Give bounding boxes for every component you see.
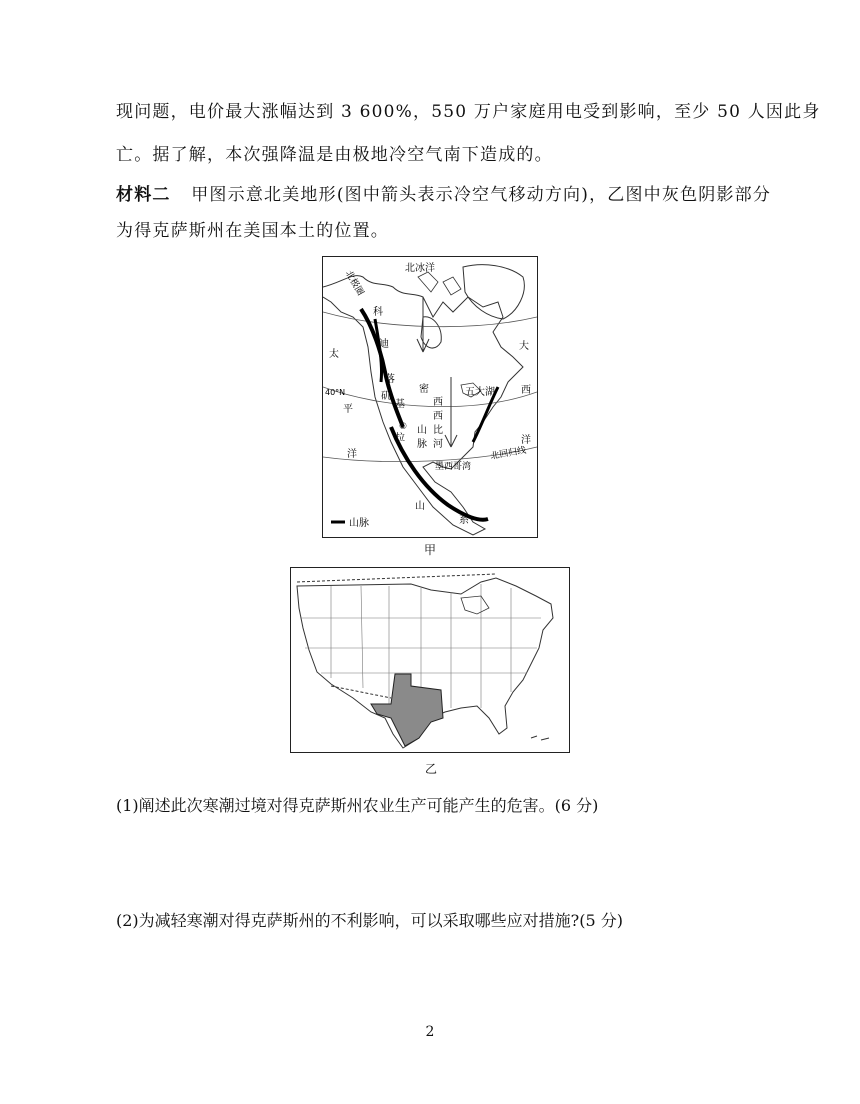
label-rocky-3: 落: [385, 374, 395, 385]
label-arctic-circle: 北极圈: [342, 269, 366, 298]
material2-text-1: 甲图示意北美地形(图中箭头表示冷空气移动方向)，乙图中灰色阴影部分: [191, 185, 772, 205]
canada-border: [297, 574, 496, 582]
label-miss-5: 河: [433, 439, 443, 450]
arctic-circle-line: [323, 312, 537, 327]
map-jia: [322, 256, 538, 538]
label-40n: 40°N: [325, 388, 346, 397]
label-miss-3: 西: [433, 411, 443, 422]
paragraph-line-2: 亡。据了解，本次强降温是由极地冷空气南下造成的。: [116, 145, 553, 165]
greenland-outline: [463, 265, 524, 319]
label-great-lakes: 五大湖: [465, 387, 495, 398]
label-gulf-of-mexico: 墨西哥湾: [435, 462, 472, 472]
texas-shaded: [371, 674, 443, 746]
label-atlantic-3: 洋: [521, 435, 531, 446]
question-1: (1)阐述此次寒潮过境对得克萨斯州农业生产可能产生的危害。(6 分): [116, 796, 599, 815]
label-tropic: 北回归线: [489, 445, 527, 462]
cold-air-arrow-2: [445, 377, 457, 447]
material2-line-2: 为得克萨斯州在美国本土的位置。: [116, 221, 389, 241]
map-yi: [290, 567, 570, 753]
label-pacific-3: 洋: [347, 449, 357, 460]
label-pacific-1: 太: [329, 349, 339, 360]
caption-jia: 甲: [424, 543, 437, 557]
question-2: (2)为减轻寒潮对得克萨斯州的不利影响，可以采取哪些应对措施?(5 分): [116, 911, 623, 930]
label-rocky-1: 科: [373, 307, 383, 318]
latitude-40n-line: [323, 387, 537, 407]
mexico-border: [331, 686, 391, 698]
label-rocky-2: 迪: [379, 339, 389, 350]
label-rocky-7: 脉: [417, 439, 427, 450]
material2-line-1: [116, 180, 771, 205]
arctic-islands: [418, 272, 461, 295]
label-xi: 系: [459, 515, 469, 526]
label-circle-1: ①: [399, 422, 408, 432]
label-rocky-6: 山: [417, 425, 427, 436]
legend-label: 山脉: [349, 518, 369, 529]
label-atlantic-2: 西: [521, 385, 531, 396]
great-lakes-yi: [461, 596, 489, 614]
label-rocky-4: 矶: [381, 391, 391, 402]
page-number: 2: [425, 1024, 435, 1040]
label-pacific-2: 平: [343, 404, 353, 415]
hudson-bay-outline: [421, 317, 441, 348]
label-la: 拉: [395, 433, 405, 444]
caption-yi: 乙: [425, 762, 438, 776]
label-arctic-ocean: 北冰洋: [405, 263, 435, 274]
caribbean-islands: [531, 736, 549, 740]
map-jia-svg: [323, 257, 537, 537]
material2-label: 材料二: [116, 185, 171, 205]
label-miss-2: 西: [433, 397, 443, 408]
label-shan: 山: [415, 501, 425, 512]
map-yi-svg: [291, 568, 569, 752]
label-miss-4: 比: [433, 425, 443, 436]
paragraph-line-1: 现问题，电价最大涨幅达到 3 600%，550 万户家庭用电受到影响，至少 50 人因此身: [116, 102, 821, 122]
label-miss-1: 密: [419, 384, 429, 395]
label-rocky-5: 基: [395, 399, 405, 410]
label-atlantic-1: 大: [519, 341, 529, 352]
